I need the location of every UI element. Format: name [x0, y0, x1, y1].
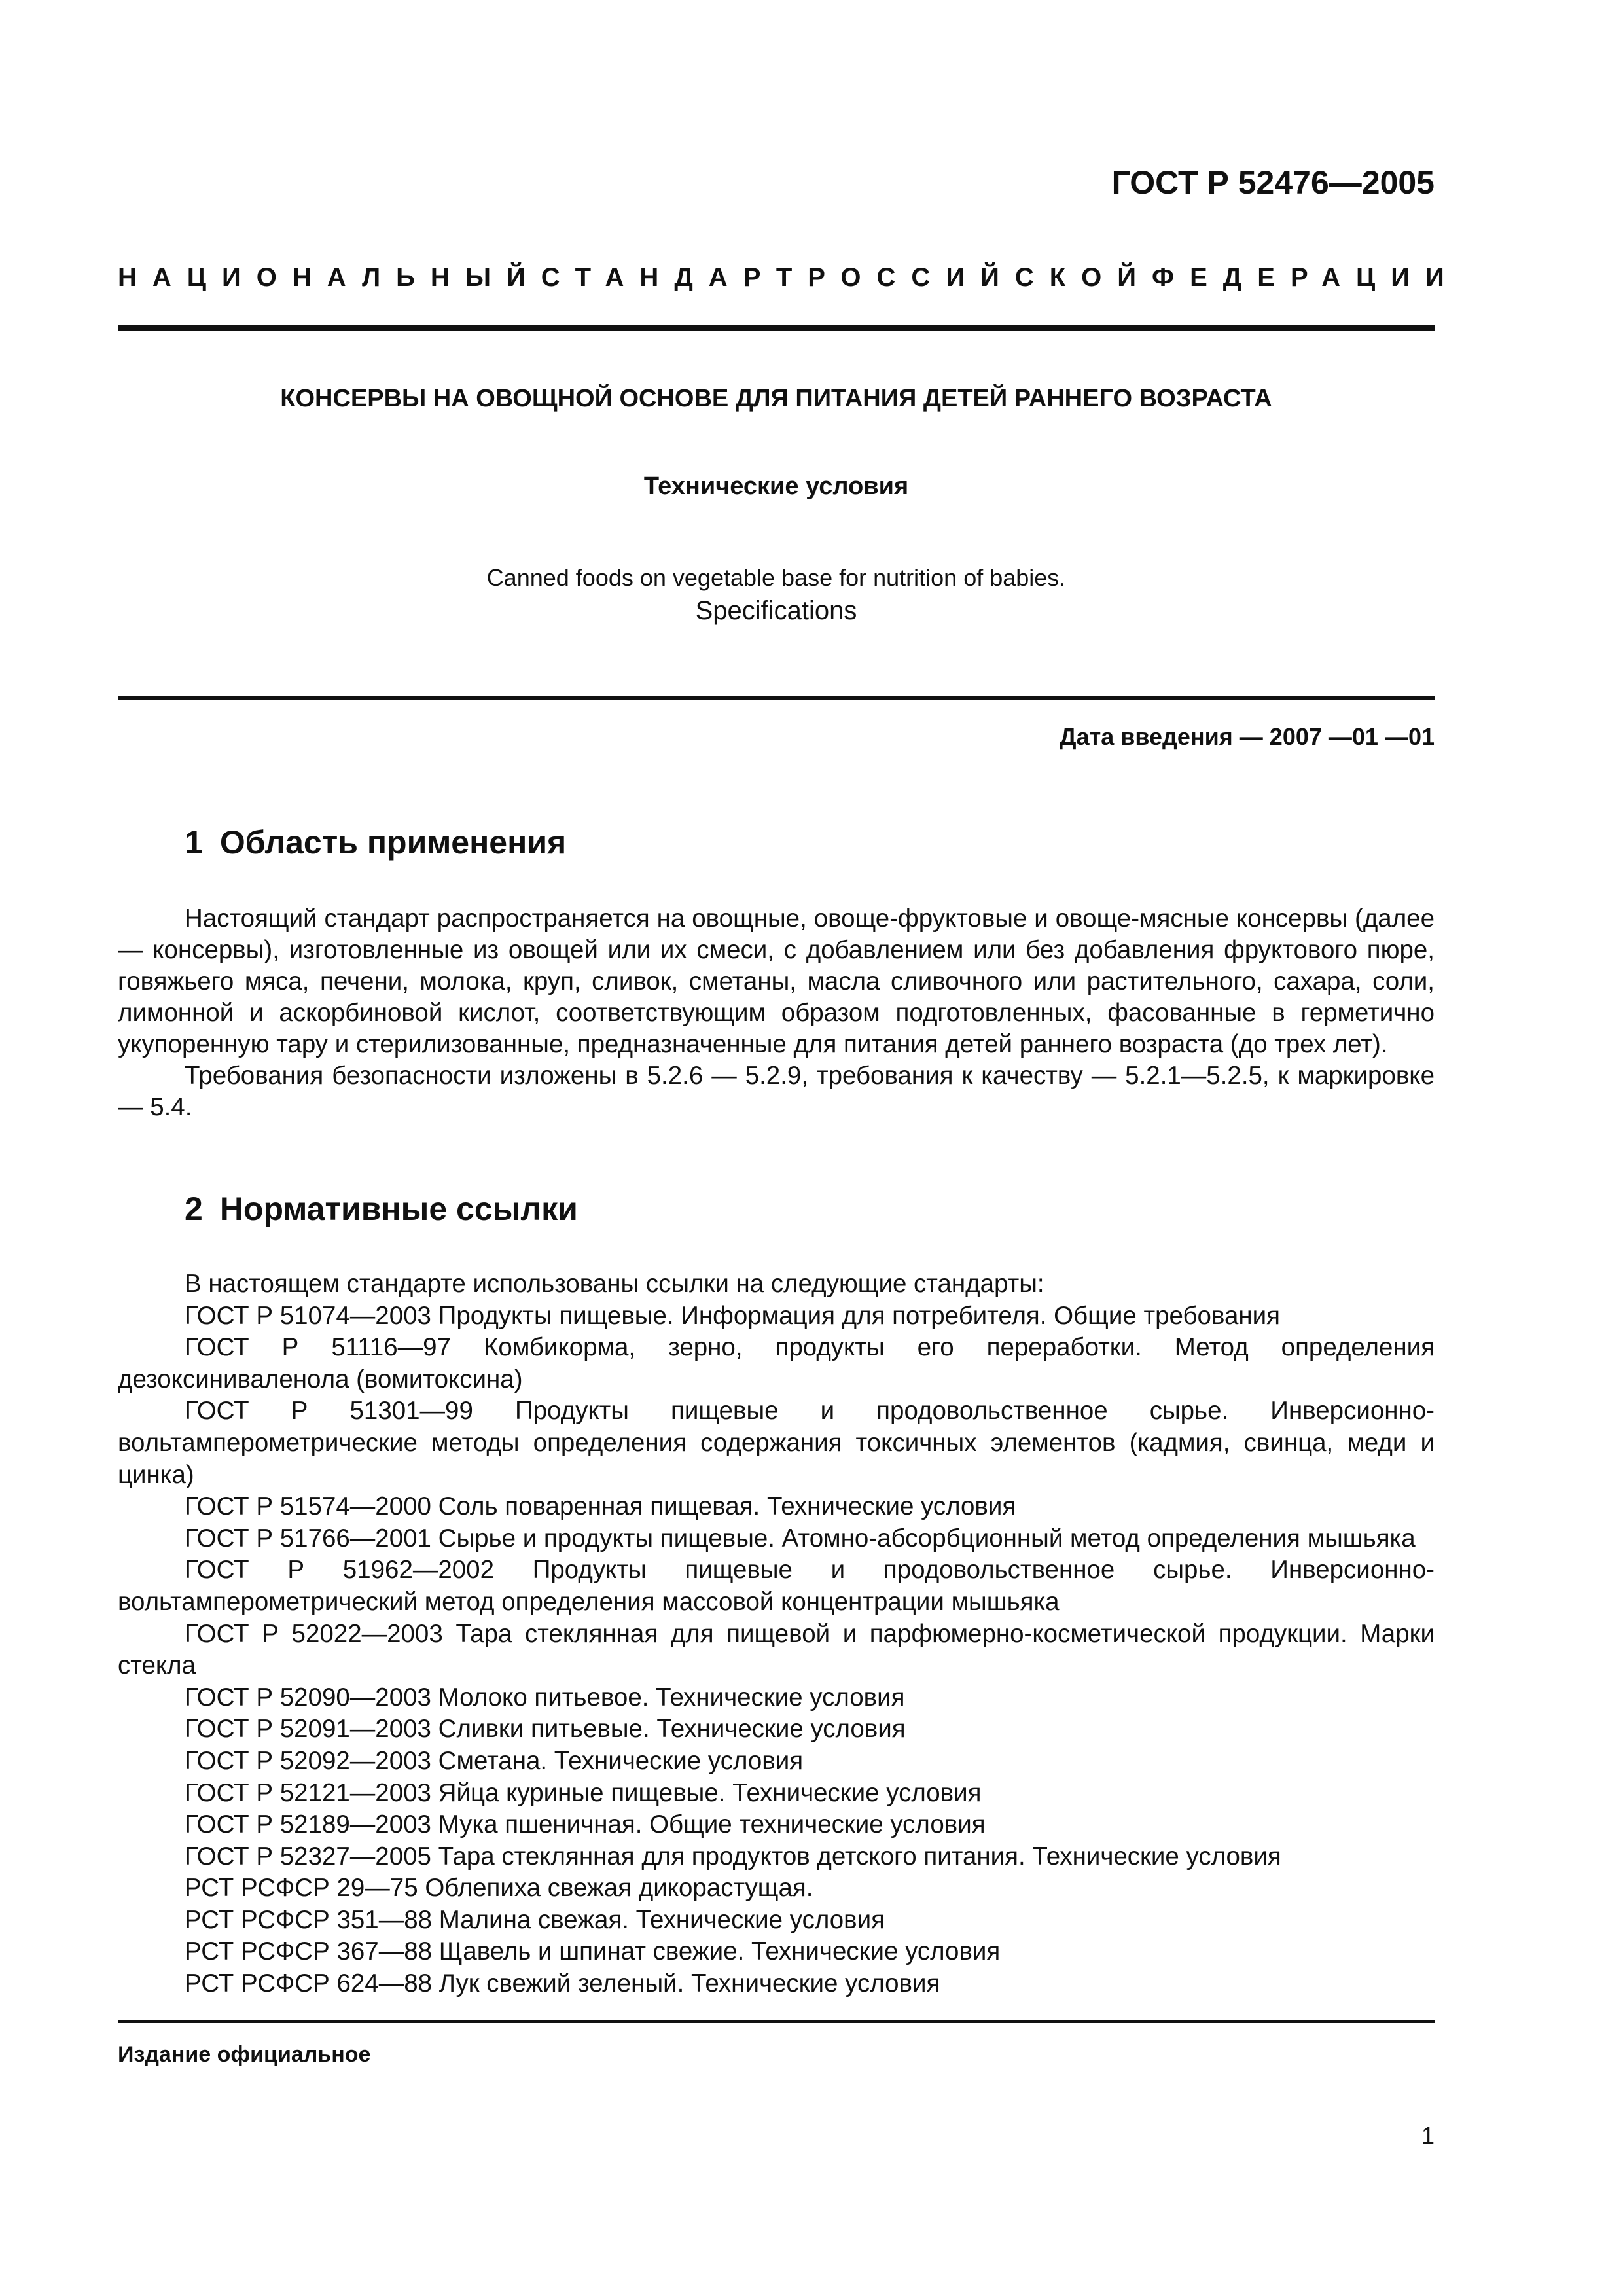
- reference-item: [118, 1619, 1435, 1682]
- paragraph: Требования безопасности изложены в 5.2.6 — 5.2.9, требования к качеству — 5.2.1—5.2.5, к маркировке — 5.4.: [118, 1062, 1435, 1121]
- reference-title: Сметана. Технические условия: [438, 1746, 804, 1775]
- banner-word: СТАНДАРТ: [541, 263, 808, 292]
- reference-item: [118, 1809, 1435, 1841]
- banner-word: НАЦИОНАЛЬНЫЙ: [118, 263, 541, 292]
- banner-word: РОССИЙСКОЙ: [808, 263, 1152, 292]
- section-1-body: [118, 903, 1435, 1123]
- reference-code: ГОСТ Р 51301—99: [185, 1397, 473, 1426]
- reference-title: Сливки питьевые. Технические условия: [438, 1715, 906, 1744]
- introduction-date: Дата введения — 2007 —01 —01: [1059, 723, 1435, 750]
- reference-item: [118, 1778, 1435, 1810]
- reference-code: ГОСТ Р 52327—2005: [185, 1842, 431, 1871]
- reference-title: Соль поваренная пищевая. Технические условия: [438, 1492, 1016, 1521]
- reference-code: ГОСТ Р 52022—2003: [185, 1619, 443, 1648]
- banner-word: ФЕДЕРАЦИИ: [1151, 263, 1460, 292]
- reference-title: Лук свежий зеленый. Технические условия: [438, 1969, 940, 1998]
- reference-code: ГОСТ Р 52121—2003: [185, 1778, 431, 1807]
- reference-item: [118, 1491, 1435, 1523]
- reference-title: Продукты пищевые и продовольственное сырье. Инверсионно-вольтамперометрический метод определения массовой концентрации мышьяка: [118, 1556, 1435, 1616]
- reference-code: ГОСТ Р 51574—2000: [185, 1492, 431, 1521]
- reference-code: ГОСТ Р 52090—2003: [185, 1683, 431, 1712]
- title-divider: [118, 696, 1435, 700]
- section-2-heading: [185, 1190, 578, 1228]
- reference-item: [118, 1682, 1435, 1714]
- reference-title: Малина свежая. Технические условия: [438, 1905, 885, 1934]
- english-title-line-2: Specifications: [695, 596, 857, 625]
- reference-title: Тара стеклянная для продуктов детского питания. Технические условия: [438, 1842, 1281, 1871]
- section-title: Нормативные ссылки: [219, 1191, 578, 1227]
- reference-title: Яйца куриные пищевые. Технические условия: [438, 1778, 982, 1807]
- reference-item: [118, 1841, 1435, 1873]
- footer-divider: [118, 2020, 1435, 2023]
- reference-code: РСТ РСФСР 29—75: [185, 1874, 418, 1903]
- document-subtitle: Технические условия: [643, 473, 909, 500]
- reference-item: [118, 1395, 1435, 1491]
- reference-item: [118, 1332, 1435, 1395]
- reference-item: [118, 1300, 1435, 1333]
- paragraph: Настоящий стандарт распространяется на овощные, овоще-фруктовые и овоще-мясные консервы (далее — консервы), изготовленные из овощей или их смеси, с добавлением или без добавления фруктового пюре, говяжьего мяса, печени, молока, круп, сливок, сметаны, масла сливочного или растительного, сахара, соли, лимонной и аскорбиновой кислот, соответствующим образом подготовленных, фасованные в герметично укупоренную тару и стерилизованные, предназначенные для питания детей раннего возраста (до трех лет).: [118, 905, 1435, 1058]
- reference-code: РСТ РСФСР 367—88: [185, 1937, 433, 1966]
- reference-item: [118, 1936, 1435, 1968]
- section-number: 2: [185, 1191, 203, 1227]
- reference-title: Облепиха свежая дикорастущая.: [425, 1874, 813, 1903]
- reference-item: [118, 1905, 1435, 1937]
- reference-item: [118, 1713, 1435, 1746]
- reference-title: Молоко питьевое. Технические условия: [438, 1683, 905, 1712]
- reference-item: [118, 1554, 1435, 1618]
- document-number: ГОСТ Р 52476—2005: [1111, 164, 1435, 201]
- reference-title: Щавель и шпинат свежие. Технические условия: [438, 1937, 1001, 1966]
- section-number: 1: [185, 824, 203, 861]
- reference-code: РСТ РСФСР 624—88: [185, 1969, 433, 1998]
- reference-code: ГОСТ Р 51962—2002: [185, 1556, 494, 1585]
- official-edition-label: Издание официальное: [118, 2042, 371, 2067]
- reference-item: [118, 1968, 1435, 2000]
- page-number: 1: [1421, 2122, 1435, 2149]
- english-title: [118, 562, 1435, 627]
- header-divider: [118, 325, 1435, 331]
- reference-title: Мука пшеничная. Общие технические условия: [438, 1810, 986, 1839]
- document-title: КОНСЕРВЫ НА ОВОЩНОЙ ОСНОВЕ ДЛЯ ПИТАНИЯ ДЕТЕЙ РАННЕГО ВОЗРАСТА: [280, 385, 1272, 412]
- english-title-line-1: Canned foods on vegetable base for nutrition of babies.: [486, 564, 1066, 591]
- references-intro: В настоящем стандарте использованы ссылки на следующие стандарты:: [185, 1270, 1044, 1298]
- reference-code: ГОСТ Р 51074—2003: [185, 1301, 431, 1330]
- reference-code: ГОСТ Р 51766—2001: [185, 1524, 431, 1552]
- reference-title: Сырье и продукты пищевые. Атомно-абсорбционный метод определения мышьяка: [438, 1524, 1416, 1552]
- reference-title: Тара стеклянная для пищевой и парфюмерно-косметической продукции. Марки стекла: [118, 1619, 1435, 1680]
- references-list: [118, 1268, 1435, 2000]
- section-title: Область применения: [219, 824, 567, 861]
- reference-title: Продукты пищевые. Информация для потребителя. Общие требования: [438, 1301, 1281, 1330]
- section-1-heading: [185, 823, 566, 861]
- reference-title: Комбикорма, зерно, продукты его переработки. Метод определения дезоксиниваленола (вомитоксина): [118, 1333, 1435, 1393]
- reference-item: [118, 1523, 1435, 1555]
- reference-code: РСТ РСФСР 351—88: [185, 1905, 433, 1934]
- reference-code: ГОСТ Р 51116—97: [185, 1333, 451, 1362]
- reference-item: [118, 1873, 1435, 1905]
- reference-item: [118, 1746, 1435, 1778]
- reference-title: Продукты пищевые и продовольственное сырье. Инверсионно-вольтамперометрические методы определения содержания токсичных элементов (кадмия, свинца, меди и цинка): [118, 1397, 1435, 1489]
- national-standard-banner: [118, 263, 1460, 293]
- reference-code: ГОСТ Р 52189—2003: [185, 1810, 431, 1839]
- reference-code: ГОСТ Р 52092—2003: [185, 1746, 431, 1775]
- reference-code: ГОСТ Р 52091—2003: [185, 1715, 431, 1744]
